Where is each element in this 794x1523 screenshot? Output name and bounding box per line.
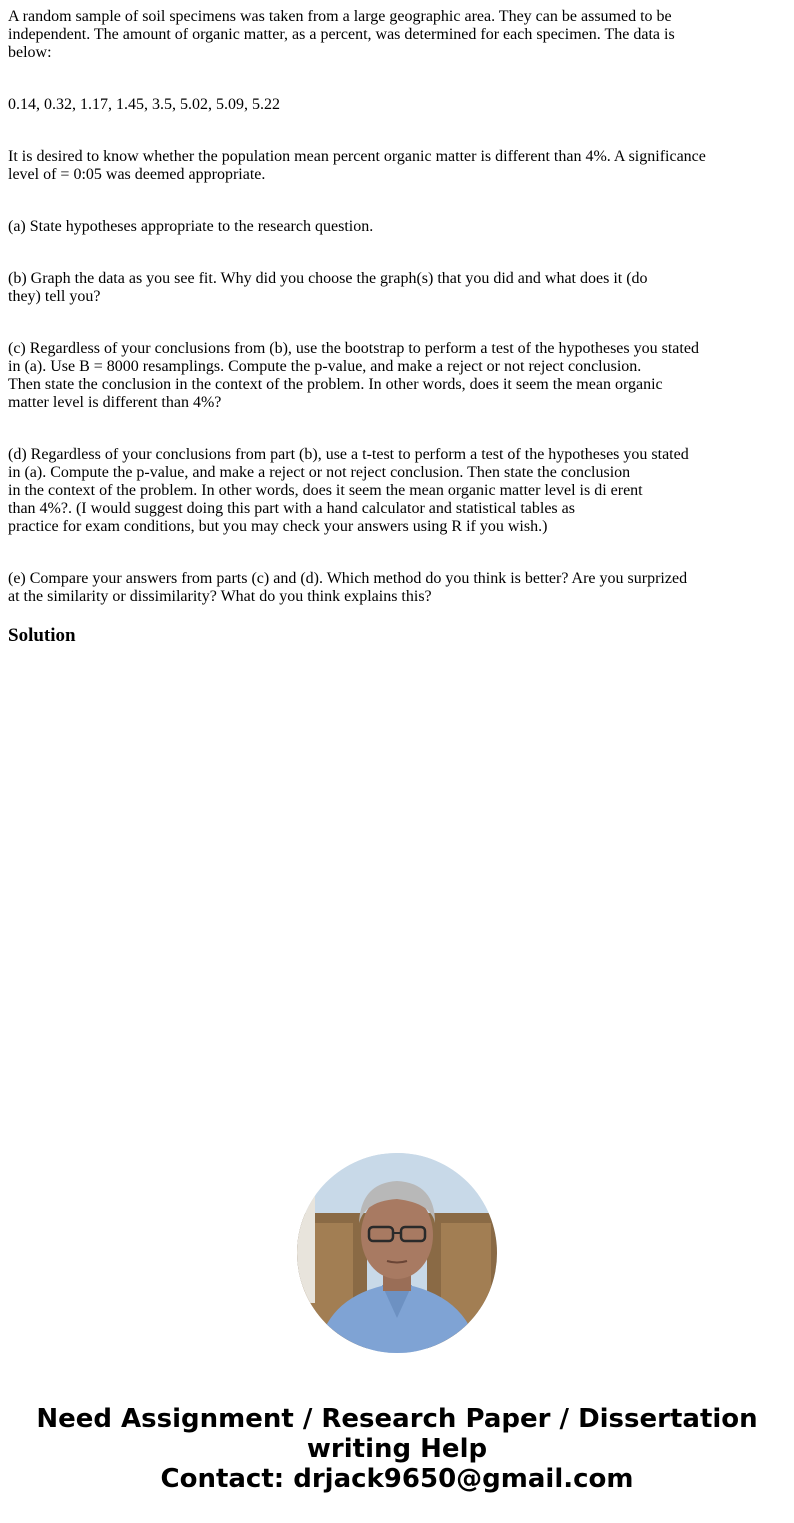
text-line: (c) Regardless of your conclusions from (b), use the bootstrap to perform a test of the hypotheses you stated: [8, 340, 699, 357]
text-line: in (a). Use B = 8000 resamplings. Compute the p-value, and make a reject or not reject conclusion.: [8, 358, 642, 375]
author-portrait-icon: [297, 1153, 497, 1353]
text-line: (b) Graph the data as you see fit. Why did you choose the graph(s) that you did and what does it (do: [8, 270, 648, 287]
text-line: at the similarity or dissimilarity? What do you think explains this?: [8, 588, 432, 605]
part-e: [8, 570, 728, 606]
question-body: [8, 8, 728, 640]
text-line: independent. The amount of organic matter, as a percent, was determined for each specimen. The data is: [8, 26, 675, 43]
author-avatar: [297, 1153, 497, 1353]
text-line: A random sample of soil specimens was taken from a large geographic area. They can be assumed to be: [8, 8, 672, 25]
part-b: [8, 270, 728, 306]
question-goal: [8, 148, 728, 184]
part-a: [8, 218, 728, 236]
footer-line: writing Help: [306, 1434, 488, 1464]
text-line: in the context of the problem. In other words, does it seem the mean organic matter level is di erent: [8, 482, 643, 499]
text-line: in (a). Compute the p-value, and make a reject or not reject conclusion. Then state the conclusion: [8, 464, 631, 481]
part-c: [8, 340, 728, 412]
footer-contact-line: Contact: drjack9650@gmail.com: [160, 1464, 634, 1494]
text-line: level of = 0:05 was deemed appropriate.: [8, 166, 266, 183]
solution-heading: Solution: [8, 625, 76, 646]
text-line: below:: [8, 44, 52, 61]
text-line: practice for exam conditions, but you may check your answers using R if you wish.): [8, 518, 548, 535]
data-values: [8, 96, 728, 114]
text-line: It is desired to know whether the population mean percent organic matter is different than 4%. A significance: [8, 148, 706, 165]
question-intro: [8, 8, 728, 62]
text-line: matter level is different than 4%?: [8, 394, 222, 411]
text-line: than 4%?. (I would suggest doing this part with a hand calculator and statistical tables as: [8, 500, 575, 517]
text-line: (d) Regardless of your conclusions from part (b), use a t-test to perform a test of the hypotheses you stated: [8, 446, 689, 463]
part-d: [8, 446, 728, 536]
text-line: (a) State hypotheses appropriate to the research question.: [8, 218, 374, 235]
text-line: Then state the conclusion in the context of the problem. In other words, does it seem the mean organic: [8, 376, 663, 393]
footer-line: Need Assignment / Research Paper / Dissertation: [36, 1404, 758, 1434]
text-line: 0.14, 0.32, 1.17, 1.45, 3.5, 5.02, 5.09, 5.22: [8, 96, 280, 113]
text-line: (e) Compare your answers from parts (c) and (d). Which method do you think is better? Are you surprized: [8, 570, 688, 587]
footer-contact: [0, 1404, 794, 1494]
text-line: they) tell you?: [8, 288, 101, 305]
